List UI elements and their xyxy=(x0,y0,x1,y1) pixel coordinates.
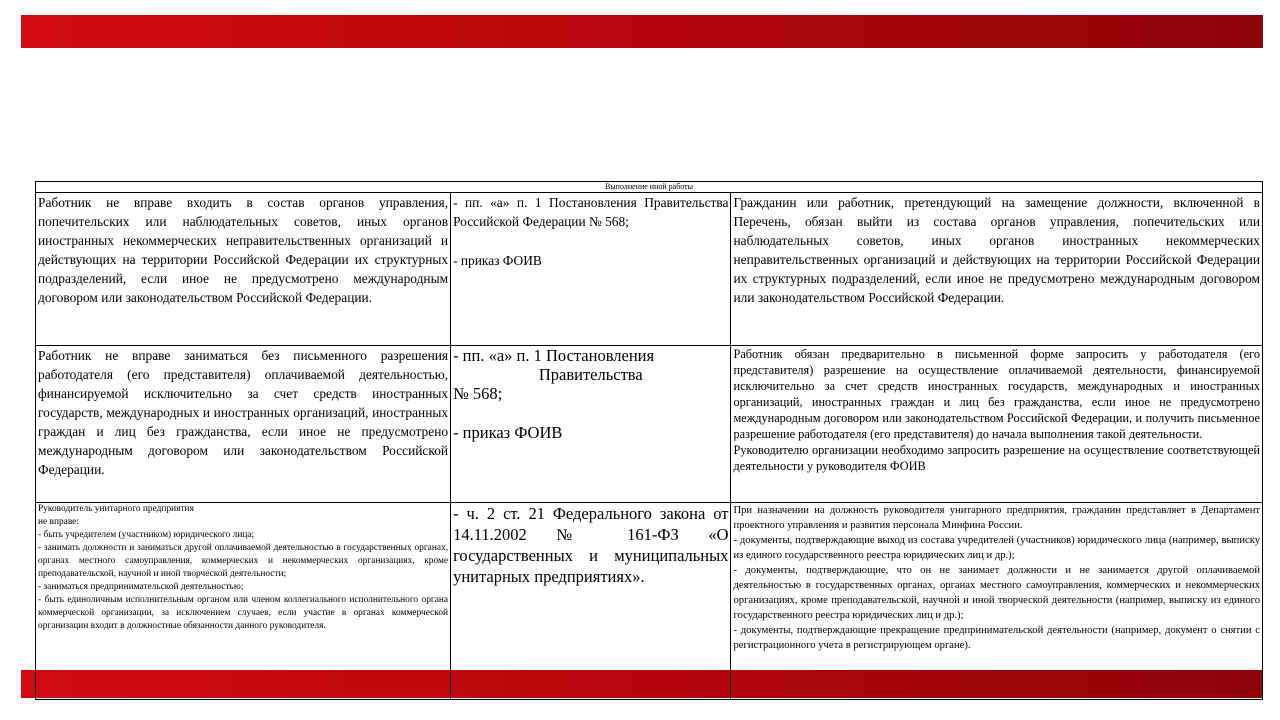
requirement-text: Работник обязан предварительно в письменной форме запросить у работодателя (его представителя) разрешение на осуществление оплачиваемой деятельности, финансируемой исключительно за счет средств иностранных государств, международных и иностранных организаций, иностранных граждан и лиц без гражданства, если иное не предусмотрено международным договором или законодательством Российской Федерации, и получить письменное разрешение работодателя (его представителя) до начала выполнения такой деятельности. xyxy=(733,347,1260,441)
requirement-line: При назначении на должность руководителя унитарного предприятия, гражданин представляет в Департамент проектного управления и развития персонала Минфина России. xyxy=(733,505,1260,531)
legal-basis-order: - приказ ФОИВ xyxy=(453,253,542,268)
legal-basis-text-cont: Правительства xyxy=(538,365,643,384)
cell-requirement xyxy=(731,193,1263,346)
cell-requirement xyxy=(731,346,1263,503)
legal-basis-text: - пп. «а» п. 1 Постановления xyxy=(453,346,655,365)
requirement-line: - документы, подтверждающие выход из состава учредителей (участников) юридического лица (например, выписку из единого государственного реестра юридических лиц и др.); xyxy=(733,535,1260,561)
prohibition-line: - быть учредителем (участником) юридического лица; xyxy=(38,530,255,540)
top-decorative-bar xyxy=(21,15,1263,48)
document-table-container xyxy=(35,181,1263,700)
cell-prohibition xyxy=(36,346,451,503)
prohibition-text: Работник не вправе заниматься без письменного разрешения работодателя (его представителя) оплачиваемой деятельностью, финансируемой исключительно за счет средств иностранных государств, международных и иностранных организаций, иностранных граждан и лиц без гражданства, если иное не предусмотрено международным договором или законодательством Российской Федерации. xyxy=(38,348,449,477)
prohibition-line: не вправе: xyxy=(38,517,79,527)
cell-prohibition xyxy=(36,193,451,346)
legal-basis-text: - пп. «а» п. 1 Постановления Правительства Российской Федерации № 568; xyxy=(453,195,729,229)
legal-basis-number: № 568; xyxy=(453,384,503,403)
table-row xyxy=(36,193,1263,346)
cell-legal-basis xyxy=(451,346,731,503)
obligations-table xyxy=(35,181,1263,700)
prohibition-line: Руководитель унитарного предприятия xyxy=(38,504,194,514)
cell-legal-basis xyxy=(451,503,731,700)
prohibition-line: - быть единоличным исполнительным органом или членом коллегиального исполнительного органа коммерческой организации, за исключением случаев, если участие в органах коммерческой организации входит в должностные обязанности данного руководителя. xyxy=(38,595,449,631)
requirement-line: - документы, подтверждающие прекращение предпринимательской деятельности (например, документ о снятии с регистрационного учета в регистрирующем органе). xyxy=(733,625,1260,651)
legal-basis-order: - приказ ФОИВ xyxy=(453,423,563,442)
prohibition-text: Работник не вправе входить в состав органов управления, попечительских или наблюдательных советов, иных органов иностранных некоммерческих неправительственных организаций и действующих на территории Российской Федерации их структурных подразделений, если иное не предусмотрено международным договором или законодательством Российской Федерации. xyxy=(38,195,449,305)
prohibition-line: - занимать должности и заниматься другой оплачиваемой деятельностью в государственных органах, органах местного самоуправления, коммерческих и некоммерческих организациях, кроме преподавательской, научной и иной творческой деятельности; xyxy=(38,543,449,579)
legal-basis-text: - ч. 2 ст. 21 Федерального закона от 14.11.2002 № 161-ФЗ «О государственных и муниципальных унитарных предприятиях». xyxy=(453,504,729,586)
cell-requirement xyxy=(731,503,1263,700)
table-row xyxy=(36,346,1263,503)
cell-legal-basis xyxy=(451,193,731,346)
requirement-line: - документы, подтверждающие, что он не занимает должности и не занимается другой оплачиваемой деятельностью в государственных органах, органах местного самоуправления, коммерческих и некоммерческих организациях, кроме преподавательской, научной и иной творческой деятельности (например, выписку из единого государственного реестра юридических лиц и др.); xyxy=(733,565,1260,621)
requirement-note: Руководителю организации необходимо запросить разрешение на осуществление соответствующей деятельности у руководителя ФОИВ xyxy=(733,443,1260,473)
table-row xyxy=(36,503,1263,700)
table-caption: Выполнение иной работы xyxy=(36,182,1263,193)
prohibition-line: - заниматься предпринимательской деятельностью; xyxy=(38,582,244,592)
cell-prohibition xyxy=(36,503,451,700)
requirement-text: Гражданин или работник, претендующий на замещение должности, включенной в Перечень, обязан выйти из состава органов управления, попечительских или наблюдательных советов, иных органов иностранных некоммерческих неправительственных организаций и действующих на территории Российской Федерации их структурных подразделений, если иное не предусмотрено международным договором или законодательством Российской Федерации. xyxy=(733,195,1260,305)
